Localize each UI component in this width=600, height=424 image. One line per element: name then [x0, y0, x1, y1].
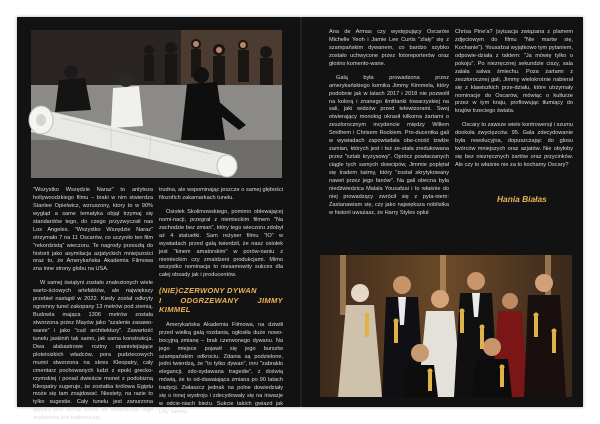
col4-para-1: Chrisa Pine'a? (sytuacja związana z plamem zdjęciowym do filmu "Nie martw się, Kochanie"). Yousafzai wyjątkowo tym pytaniem, odpowie-działa z taktem: "Ja mówię tylko o pokoju". Po niezręcznej sekundzie ciszy, sala zalała salwa śmiechu. Poza żartami z zeszłorocznej gali, Jimmy wielokrotnie nabierał się z klawiszkich prze-działu, które utrzymały nominacje do Oscarów, mówiąc o kulturze przez w tym kraju, proflowując tłumiący do krajów trzeciego świata. — [455, 29, 573, 115]
column-3 — [329, 29, 449, 229]
section-heading — [159, 286, 283, 314]
author-signature: Hania Białas — [497, 194, 547, 204]
col2-para-1: trudna, ale wspominając jeszcze o samej głębości filozofich zakamarkach tunelu. — [159, 187, 283, 201]
section-heading-line-1: (NIE)CZERWONY DYWAN — [159, 286, 257, 296]
col3-para-2: Galą była prowadzona przez amerykańskiego komika Jimmy Kimmela, który podobnie jak w latach 2017 i 2018 nie pozwolił na kolorą i znanego ilmittanki towarzyskiej na sali, jaki widzów przed telewizorami. Swoj otwierający monolog okrasił kilkoma żartami o zeszłorocznym incydencie między Willem Smithem i Chrisem Rockiem. Pro-ducentka gali w wywiadach zapowiadała obe-cność tzwłże zamian, których jest i też ze-stała zredukowana przez "sztab kryzysowy". Oprócz powtarzanych ciągle tych samych dowcipów, Jimmie poplętał się tradem taśmy, który "został skrytykowany nawet przez jego fanów". Na gali obecna była niedźwiedzica Malala Yousafzai i to właśnie do niej prowadzący zwrócił się z pyta-niem: Zastanawiam się, czy jako największa noblistka w historii uważasz, że Harry Styles opluł — [329, 74, 449, 216]
col4-para-2: Oscary to zawsze wiele kontrowersji i szumu dookoła zwycięzców. 95. Gala zdecydowanie była rewolucyjna, dopuszczając do glosu twórców mniejszych oraz azjatów. Nie obyłoby się bez niezręcznych żartów oraz przycinków. Ale czy to właśnie nie za to kochamy Oscary? — [455, 122, 573, 168]
column-1 — [33, 187, 153, 422]
scroll-photo — [31, 30, 282, 178]
magazine-spread — [17, 17, 583, 422]
column-4 — [455, 29, 573, 179]
col1-para-2: W samej świątyni zostało znalezionych wiele warto-ściowych artefaktów, ale największy przebieł nastąpił w 2022. Kiedy został odkryty ogromny tunel zakopany 13 metrów pod ziemią. Budowla mająca 1306 metrów została stworzona przez Mayów jako "szalenie zasawo-wanie" i jako "cud architektury". Zawartość tunelu jaskiniń tak samo, jak sama konstrukcja. Dwa alabastrowe roztny opanietejiające ploteinizkich władców, pora pudziecowych mumii stworzona na skres Kleopatry, cały cmentarz pochowanych ludzi z epoki grecko-rzymskiej i ponad dwieście monet z podobizną Kleopatry sugeruje, że zostatka królowa Egiptu może się tam znajdować. Niestety, na razie to tylko sugestie. Cały tunelu jest zanurzona głębiko pod wodą, przez co eksploracja tego znaleziska jest nadzwyczaj — [33, 280, 153, 422]
oscar-winners-photo — [320, 255, 572, 397]
column-2 — [159, 187, 283, 416]
col2-para-2: Osiołek Skolimowskiego, pomimo oblewającej nomi-nacji, przegrał z niemieckim filmem "Na zachodzie bez zmian", który tego wieczoru zdobył aż 4 statuetki. Sam reżyser filmu "IO" w wywiadach przed galą twierdził, że nasz osiołek jest "kinem amatorskim" w porów-naniu z niemieckim czy zmaidzeni produkcjami. Mimo wszystko nominacja to niesamowity sukces dla całej obsady jak i producentów. — [159, 208, 283, 279]
section-heading-line-2: I ODGRZEWANY JIMMY KIMMEL — [159, 295, 283, 315]
page-spine — [299, 17, 303, 407]
col3-para-1: Ana de Armas czy występujący Oscarów Michelle Yeoh i Jamie Lee Curtis "zlały" się z szampańskim dywanem, co bardzo szybko zostało uchwycone przez fotoreporterów oraz głośno komento-wane. — [329, 29, 449, 67]
col2-para-3: Amerykańska Akademia Filmowa, na dziwiłi przed wielką galą rozdania, ogłosiła duże nowo-bocyjną zmianę – brak czerwonego dywanu. Na jego miejsce pojawił się jego bursztw szampańskim odkrociu. Zdania są podzielone, jedni twierdzą, że "to tylko dywan", inni "zabrakło elegancji, zdo-sydawana tragedie", z doświą mówią, że to od-dawaiająca zmiana po 90 latach tradycji. Zwłaszcz jednak na polne dowiedziały się o innej wystroju i zdecydowały się na inwazje w odcie-niach bieżu. Sukcie takich gwiazd jak Lilly James, — [159, 321, 283, 416]
col1-para-1: "Wszystko Wszędzie Naraz" to antyteza hollywoodzkiego filmu – braki w nim stwierdza Stanlee Opielwicz, wzruszony, ktory to w 90% wygląd a same tematyka objął trzymaj się standardów tego, do czego przyzwyczaił nas Los Angeles. "Wszystko Wszędzie Naraz" otrzymało 7 na 11 Oscarów, co uczyniło ten film "rekordzistą" wieczoru. Te nagrody przeszłą do historii jako asymilacja azjatyckich mniejszości oraz to, że Amerykańska Akademia Filmowa zna inne strony globu na USA. — [33, 187, 153, 273]
